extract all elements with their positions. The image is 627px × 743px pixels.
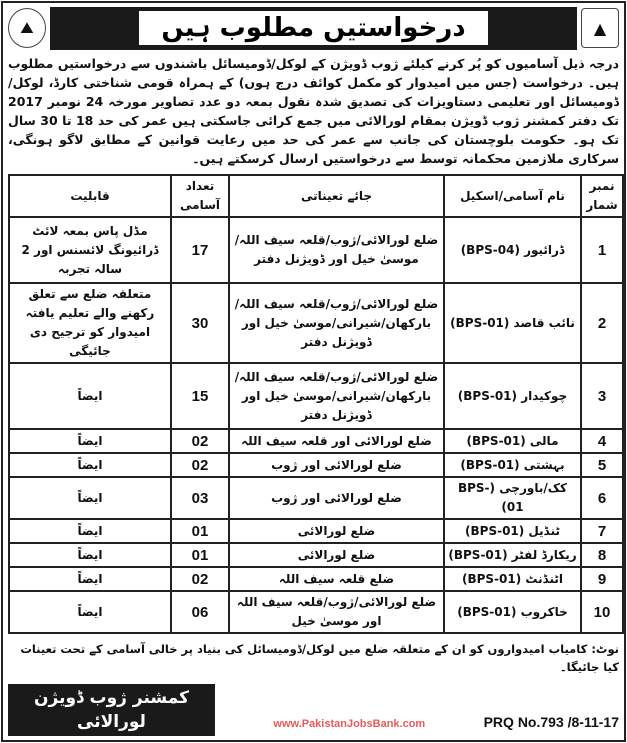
footer xyxy=(8,684,619,736)
cell-count: 02 xyxy=(171,453,229,477)
header-qualification: قابلیت xyxy=(9,175,171,217)
cell-serial: 7 xyxy=(581,519,623,543)
cell-place: ضلع لورالائی/ژوب/قلعہ سیف اللہ/بارکھان/شیرانی/موسیٰ خیل اور ڈویژنل دفتر xyxy=(229,283,444,363)
cell-count: 02 xyxy=(171,429,229,453)
cell-place: ضلع لورالائی xyxy=(229,543,444,567)
cell-post: بہشتی (BPS-01) xyxy=(444,453,581,477)
cell-count: 17 xyxy=(171,217,229,283)
table-row xyxy=(9,283,623,363)
cell-post: ڈرائیور (BPS-04) xyxy=(444,217,581,283)
cell-count: 03 xyxy=(171,477,229,519)
table-row xyxy=(9,477,623,519)
cell-qualification: ایضاً xyxy=(9,429,171,453)
table-row xyxy=(9,453,623,477)
cell-count: 06 xyxy=(171,591,229,633)
cell-serial: 10 xyxy=(581,591,623,633)
table-row xyxy=(9,591,623,633)
watermark: www.PakistanJobsBank.com xyxy=(273,718,426,730)
cell-qualification: ایضاً xyxy=(9,477,171,519)
cell-qualification: ایضاً xyxy=(9,363,171,429)
cell-place: ضلع لورالائی اور ژوب xyxy=(229,453,444,477)
cell-serial: 1 xyxy=(581,217,623,283)
table-row xyxy=(9,567,623,591)
cell-qualification: ایضاً xyxy=(9,543,171,567)
vacancy-table xyxy=(8,174,624,634)
table-row xyxy=(9,217,623,283)
table-row xyxy=(9,429,623,453)
cell-post: خاکروب (BPS-01) xyxy=(444,591,581,633)
advertisement-frame xyxy=(1,1,626,742)
intro-paragraph: درجہ ذیل آسامیوں کو پُر کرنے کیلئے ژوب ڈویژن کے لوکل/ڈومیسائل باشندوں سے درخواستیں مطلوب ہیں۔ درخواست (جس میں امیدوار کو مکمل کوائف درج ہوں) کے ہمراہ قومی شناختی کارڈ، لوکل/ڈومیسائل اور تعلیمی دستاویزات کی تصدیق شدہ نقول بمعہ دو عدد تصاویر مورخہ 24 نومبر 2017 تک دفتر کمشنر ژوب ڈویژن بمقام لورالائی میں جمع کرائی جاسکتی ہیں عمر کی حد 18 تا 30 سال تک ہو۔ حکومت بلوچستان کی جانب سے عمر کی حد میں رعایت قوانین کے مطابق لاگو ہونگی، سرکاری ملازمین محکمانہ توسط سے درخواستیں ارسال کرسکتے ہیں۔ xyxy=(8,56,620,166)
cell-qualification: ایضاً xyxy=(9,591,171,633)
cell-qualification: ایضاً xyxy=(9,453,171,477)
cell-post: چوکیدار (BPS-01) xyxy=(444,363,581,429)
cell-serial: 9 xyxy=(581,567,623,591)
header-place: جائے تعیناتی xyxy=(229,175,444,217)
cell-serial: 2 xyxy=(581,283,623,363)
table-row xyxy=(9,363,623,429)
cell-post: ریکارڈ لفٹر (BPS-01) xyxy=(444,543,581,567)
cell-count: 01 xyxy=(171,543,229,567)
table-row xyxy=(9,519,623,543)
cell-serial: 6 xyxy=(581,477,623,519)
cell-place: ضلع لورالائی/ژوب/قلعہ سیف اللہ اور موسیٰ خیل xyxy=(229,591,444,633)
cell-serial: 4 xyxy=(581,429,623,453)
title-banner xyxy=(50,7,577,50)
header-count: تعداد آسامی xyxy=(171,175,229,217)
cell-place: ضلع قلعہ سیف اللہ xyxy=(229,567,444,591)
cell-qualification: ایضاً xyxy=(9,567,171,591)
header-post: نام آسامی/اسکیل xyxy=(444,175,581,217)
note: نوٹ: کامیاب امیدواروں کو ان کے متعلقہ ضلع میں لوکل/ڈومیسائل کی بنیاد پر خالی آسامی کے تحت تعینات کیا جائیگا۔ xyxy=(20,642,619,674)
cell-qualification: مڈل پاس بمعہ لائٹ ڈرائیونگ لائسنس اور 2 سالہ تجربہ xyxy=(9,217,171,283)
cell-serial: 3 xyxy=(581,363,623,429)
signatory-block xyxy=(8,684,215,736)
cell-serial: 5 xyxy=(581,453,623,477)
cell-post: نائب قاصد (BPS-01) xyxy=(444,283,581,363)
cell-place: ضلع لورالائی/ژوب/قلعہ سیف اللہ/موسیٰ خیل اور ڈویژنل دفتر xyxy=(229,217,444,283)
division-logo-icon: ▲ xyxy=(581,8,619,48)
cell-post: کک/باورچی (BPS-01) xyxy=(444,477,581,519)
prq-number: PRQ No.793 /8-11-17 xyxy=(483,714,619,730)
cell-post: ٹنڈیل (BPS-01) xyxy=(444,519,581,543)
table-header-row xyxy=(9,175,623,217)
table-row xyxy=(9,543,623,567)
cell-count: 30 xyxy=(171,283,229,363)
cell-qualification: متعلقہ ضلع سے تعلق رکھنے والے تعلیم یافتہ امیدوار کو ترجیح دی جائیگی xyxy=(9,283,171,363)
cell-place: ضلع لورالائی xyxy=(229,519,444,543)
cell-count: 01 xyxy=(171,519,229,543)
cell-qualification: ایضاً xyxy=(9,519,171,543)
cell-post: مالی (BPS-01) xyxy=(444,429,581,453)
header-serial: نمبر شمار xyxy=(581,175,623,217)
cell-place: ضلع لورالائی اور ژوب xyxy=(229,477,444,519)
ad-title: درخواستیں مطلوب ہیں xyxy=(139,11,487,45)
cell-place: ضلع لورالائی/ژوب/قلعہ سیف اللہ/بارکھان/شیرانی/موسیٰ خیل اور ڈویژنل دفتر xyxy=(229,363,444,429)
header xyxy=(8,6,619,50)
signatory-location: لورالائی xyxy=(77,712,146,732)
cell-serial: 8 xyxy=(581,543,623,567)
cell-count: 02 xyxy=(171,567,229,591)
government-emblem-icon: ⛰ xyxy=(8,8,46,48)
cell-count: 15 xyxy=(171,363,229,429)
cell-place: ضلع لورالائی اور قلعہ سیف اللہ xyxy=(229,429,444,453)
cell-post: اٹنڈنٹ (BPS-01) xyxy=(444,567,581,591)
signatory-title: کمشنر ژوب ڈویژن xyxy=(34,688,189,708)
